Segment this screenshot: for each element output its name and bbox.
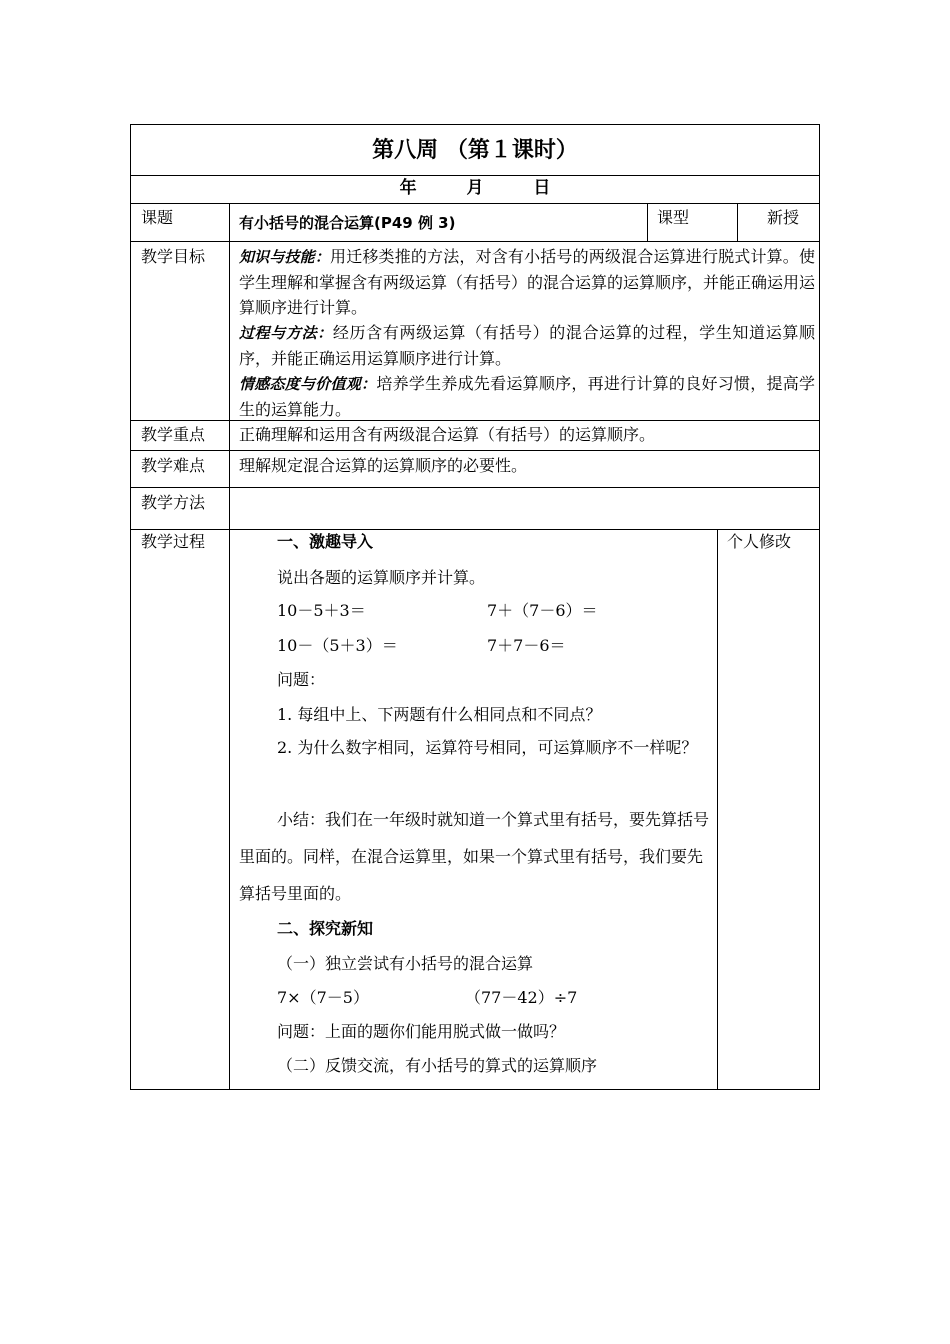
section2-heading: 二、探究新知 xyxy=(277,919,374,938)
question-1: 1. 每组中上、下两题有什么相同点和不同点？ xyxy=(277,705,602,724)
summary: 小结：我们在一年级时就知道一个算式里有括号，要先算括号里面的。同样，在混合运算里，如果一个算式里有括号，我们要先算括号里面的。 xyxy=(239,810,710,903)
goal-knowledge-text: 用迁移类推的方法，对含有小括号的两级混合运算进行脱式计算。使学生理解和掌握含有两级运算（有括号）的混合运算的运算顺序，并能正确运用运算顺序进行计算。 xyxy=(239,247,816,317)
column-divider xyxy=(737,203,738,241)
goal-emotion-text: 培养学生养成先看运算顺序，再进行计算的良好习惯，提高学生的运算能力。 xyxy=(239,374,815,419)
date-month: 月 xyxy=(466,178,484,198)
question-label: 问题： xyxy=(277,670,326,689)
goal-emotion-label: 情感态度与价值观： xyxy=(239,375,377,393)
row-divider xyxy=(131,203,819,204)
section1-intro: 说出各题的运算顺序并计算。 xyxy=(277,568,486,587)
question-3: 问题：上面的题你们能用脱式做一做吗？ xyxy=(277,1022,566,1041)
expression-2a: 10－（5＋3）＝ xyxy=(277,636,398,655)
key-point-label: 教学重点 xyxy=(141,425,206,444)
column-divider xyxy=(647,203,648,241)
difficulty-text: 理解规定混合运算的运算顺序的必要性。 xyxy=(239,456,528,475)
row-divider xyxy=(131,450,819,451)
date-year: 年 xyxy=(399,178,417,198)
date-day: 日 xyxy=(533,178,551,198)
goal-emotion xyxy=(239,371,815,422)
goals-content xyxy=(239,244,815,422)
expression-1a: 10－5＋3＝ xyxy=(277,601,366,620)
column-divider xyxy=(229,203,230,1089)
goal-process-label: 过程与方法： xyxy=(239,324,333,342)
type-value: 新授 xyxy=(767,208,800,227)
date-row xyxy=(131,177,819,199)
row-divider xyxy=(131,175,819,176)
sub-section-2: （二）反馈交流，有小括号的算式的运算顺序 xyxy=(277,1056,598,1075)
expression-3b: （77－42）÷7 xyxy=(465,988,578,1007)
page-title: 第八周 （第１课时） xyxy=(372,137,578,163)
expression-2b: 7＋7－6＝ xyxy=(487,636,566,655)
question-2: 2. 为什么数字相同，运算符号相同，可运算顺序不一样呢？ xyxy=(277,738,698,757)
key-point-text: 正确理解和运用含有两级混合运算（有括号）的运算顺序。 xyxy=(239,425,656,444)
topic-value: 有小括号的混合运算(P49 例 3) xyxy=(239,214,456,232)
section1-heading: 一、激趣导入 xyxy=(277,532,374,551)
goal-process-text: 经历含有两级运算（有括号）的混合运算的过程，学生知道运算顺序，并能正确运用运算顺序进行计算。 xyxy=(239,323,815,368)
expression-3a: 7×（7－5） xyxy=(277,988,369,1007)
topic-label: 课题 xyxy=(141,208,174,227)
goals-label: 教学目标 xyxy=(141,247,206,266)
goal-process xyxy=(239,320,815,371)
personal-edit-label: 个人修改 xyxy=(727,532,792,551)
goal-knowledge xyxy=(239,244,815,320)
process-label: 教学过程 xyxy=(141,532,206,551)
difficulty-label: 教学难点 xyxy=(141,456,206,475)
goal-knowledge-label: 知识与技能： xyxy=(239,248,331,266)
expression-1b: 7＋（7－6）＝ xyxy=(487,601,598,620)
row-divider xyxy=(131,241,819,242)
lesson-plan-table xyxy=(130,124,820,1090)
row-divider xyxy=(131,487,819,488)
type-label: 课型 xyxy=(657,208,690,227)
sub-section-1: （一）独立尝试有小括号的混合运算 xyxy=(277,954,534,973)
method-label: 教学方法 xyxy=(141,493,206,512)
